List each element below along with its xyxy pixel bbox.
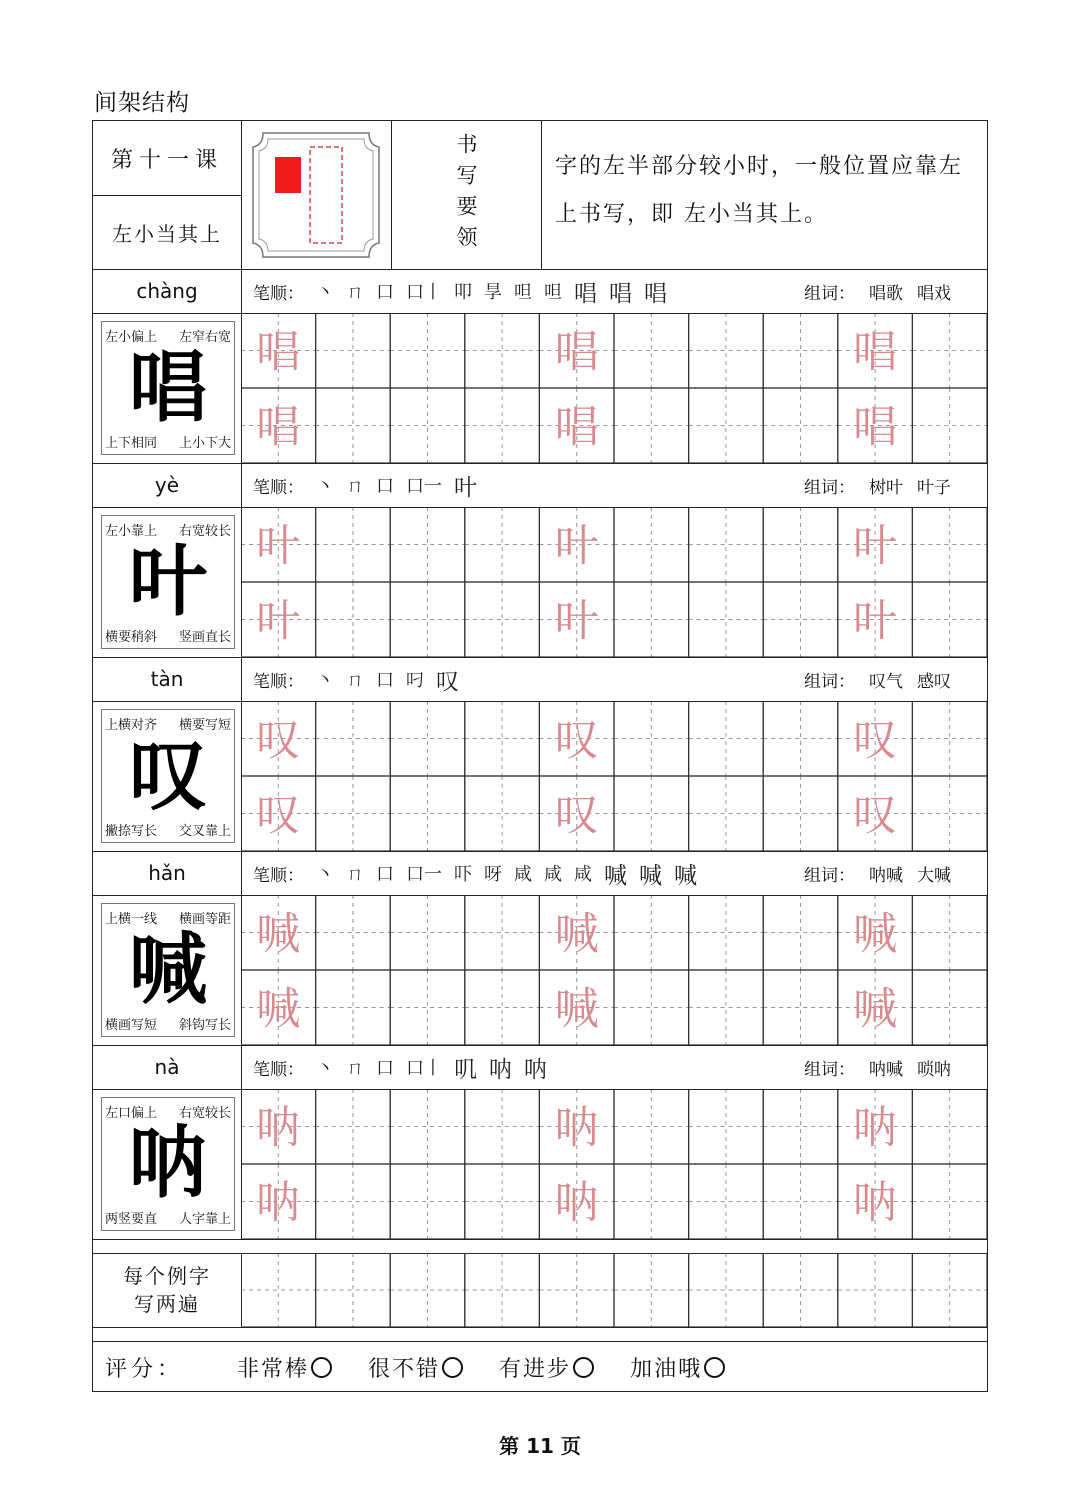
score-option-label: 加油哦: [630, 1356, 703, 1382]
structure-tip: 斜钩写长: [178, 1018, 231, 1033]
word-example: 唱戏: [917, 283, 951, 304]
stroke-step: 咸: [514, 864, 532, 885]
words-label: 组词：: [804, 283, 855, 304]
stroke-step: 叼: [406, 670, 424, 691]
structure-tip: 上横一线: [105, 912, 158, 927]
stroke-step: 丶: [316, 670, 334, 691]
char-pinyin: chàng: [136, 279, 198, 303]
stroke-step: 叽: [454, 1056, 477, 1083]
stroke-step: 丶: [316, 1058, 334, 1079]
practice-grid[interactable]: [241, 701, 987, 851]
stroke-step: 呐: [524, 1056, 547, 1083]
word-examples: [804, 851, 951, 895]
circle-checkbox-icon[interactable]: [311, 1357, 332, 1378]
practice-grid[interactable]: [241, 895, 987, 1045]
stroke-step: ㄇ: [346, 476, 364, 497]
word-examples: [804, 463, 951, 507]
model-character: 叹: [128, 730, 207, 821]
practice-label-line1: 每个例字: [123, 1264, 211, 1288]
practice-label-line2: 写两遍: [134, 1292, 200, 1316]
words-label: 组词：: [804, 477, 855, 498]
stroke-step: ㄇ: [346, 670, 364, 691]
stroke-order-label: 笔顺：: [253, 671, 304, 692]
structure-tip: 横画等距: [178, 912, 231, 927]
score-option[interactable]: [368, 1352, 463, 1383]
structure-tip: 左小靠上: [105, 524, 158, 539]
stroke-order: [253, 269, 667, 313]
trace-character: 喊: [554, 908, 599, 960]
stroke-step: 口丨: [406, 282, 442, 303]
practice-grid[interactable]: [241, 1089, 987, 1239]
model-character-card: [101, 903, 235, 1037]
stroke-step: 唱: [609, 280, 632, 307]
stroke-step: 口: [376, 864, 394, 885]
word-example: 叶子: [917, 477, 951, 498]
requirement-title: [391, 121, 541, 269]
score-option-label: 很不错: [368, 1356, 441, 1382]
score-option[interactable]: [237, 1352, 332, 1383]
lesson-topic: 左小当其上: [112, 221, 222, 246]
trace-character: 叶: [256, 595, 301, 647]
model-character: 喊: [128, 924, 207, 1015]
stroke-order-label: 笔顺：: [253, 283, 304, 304]
stroke-step: 喊: [639, 862, 662, 889]
page-heading: 间架结构: [94, 90, 190, 116]
structure-tip: 上小下大: [178, 436, 231, 451]
circle-checkbox-icon[interactable]: [573, 1357, 594, 1378]
stroke-step: 呾: [514, 282, 532, 303]
stroke-step: 呀: [484, 864, 502, 885]
word-examples: [804, 1045, 951, 1089]
trace-character: 叹: [554, 789, 599, 841]
word-example: 唱歌: [869, 283, 903, 304]
circle-checkbox-icon[interactable]: [442, 1357, 463, 1378]
trace-character: 唱: [554, 401, 599, 453]
stroke-order: [253, 1045, 547, 1089]
stroke-step: ㄇ: [346, 1058, 364, 1079]
stroke-order: [253, 463, 477, 507]
stroke-step: 丶: [316, 864, 334, 885]
model-character-card: [101, 321, 235, 455]
structure-tip: 竖画直长: [178, 630, 231, 645]
trace-character: 唱: [853, 401, 898, 453]
stroke-step: 㫗: [484, 282, 502, 303]
trace-character: 叶: [554, 520, 599, 572]
structure-diagram: [241, 121, 391, 269]
trace-character: 呐: [554, 1102, 599, 1154]
stroke-step: 口: [376, 282, 394, 303]
word-example: 树叶: [869, 477, 903, 498]
model-character-card: [101, 515, 235, 649]
word-example: 感叹: [917, 671, 951, 692]
structure-tip: 右宽较长: [178, 1106, 231, 1121]
structure-tip: 左窄右宽: [178, 330, 231, 345]
structure-tip: 横画写短: [105, 1018, 158, 1033]
word-examples: [804, 657, 951, 701]
structure-tip: 右宽较长: [178, 524, 231, 539]
trace-character: 唱: [256, 326, 301, 378]
trace-character: 呐: [256, 1102, 301, 1154]
char-pinyin: hǎn: [148, 861, 186, 885]
structure-tip: 两竖要直: [105, 1212, 158, 1227]
structure-tip: 横要稍斜: [105, 630, 158, 645]
stroke-step: 丶: [316, 282, 334, 303]
stroke-step: ㄇ: [346, 282, 364, 303]
model-character: 呐: [128, 1118, 207, 1209]
stroke-step: 口一: [406, 864, 442, 885]
structure-tip: 左小偏上: [105, 330, 158, 345]
score-row: [93, 1341, 987, 1393]
structure-tip: 上下相同: [105, 436, 158, 451]
practice-grid[interactable]: [241, 313, 987, 463]
trace-character: 喊: [256, 908, 301, 960]
char-pinyin: yè: [154, 473, 180, 497]
structure-tip: 左口偏上: [105, 1106, 158, 1121]
score-option[interactable]: [630, 1352, 725, 1383]
stroke-step: 叶: [454, 474, 477, 501]
trace-character: 叹: [853, 714, 898, 766]
model-character: 叶: [128, 536, 207, 627]
words-label: 组词：: [804, 865, 855, 886]
practice-grid[interactable]: [241, 507, 987, 657]
trace-character: 喊: [853, 983, 898, 1035]
trace-character: 呐: [853, 1102, 898, 1154]
structure-tip: 人字靠上: [178, 1212, 231, 1227]
model-character-card: [101, 1097, 235, 1231]
structure-tip: 上横对齐: [105, 718, 158, 733]
page-number: 第 11 页: [499, 1434, 581, 1458]
stroke-step: 唱: [644, 280, 667, 307]
trace-character: 叹: [256, 714, 301, 766]
stroke-step: 喊: [674, 862, 697, 889]
trace-character: 叶: [853, 595, 898, 647]
trace-character: 唱: [853, 326, 898, 378]
stroke-step: 呾: [544, 282, 562, 303]
trace-character: 叹: [554, 714, 599, 766]
stroke-step: 口: [376, 670, 394, 691]
stroke-step: 呐: [489, 1056, 512, 1083]
score-option-label: 有进步: [499, 1356, 572, 1382]
stroke-order: [253, 657, 459, 701]
char-pinyin: tàn: [150, 667, 184, 691]
stroke-step: 叹: [436, 668, 459, 695]
word-example: 叹气: [869, 671, 903, 692]
model-character-card: [101, 709, 235, 843]
word-examples: [804, 269, 951, 313]
stroke-step: 咸: [544, 864, 562, 885]
score-option[interactable]: [499, 1352, 594, 1383]
stroke-step: 喊: [604, 862, 627, 889]
free-practice-grid[interactable]: [241, 1253, 987, 1327]
stroke-step: 口: [376, 476, 394, 497]
word-example: 呐喊: [869, 865, 903, 886]
trace-character: 叶: [256, 520, 301, 572]
words-label: 组词：: [804, 671, 855, 692]
trace-character: 叹: [256, 789, 301, 841]
circle-checkbox-icon[interactable]: [704, 1357, 725, 1378]
stroke-order-label: 笔顺：: [253, 865, 304, 886]
stroke-order-label: 笔顺：: [253, 1059, 304, 1080]
model-character: 唱: [128, 342, 207, 433]
stroke-order: [253, 851, 697, 895]
trace-character: 唱: [256, 401, 301, 453]
stroke-step: 丶: [316, 476, 334, 497]
stroke-order-label: 笔顺：: [253, 477, 304, 498]
score-title: 评分：: [105, 1356, 184, 1382]
char-pinyin: nà: [154, 1055, 180, 1079]
score-option-label: 非常棒: [237, 1356, 310, 1382]
structure-tip: 撇捺写长: [105, 824, 158, 839]
stroke-step: 咸: [574, 864, 592, 885]
trace-character: 唱: [554, 326, 599, 378]
words-label: 组词：: [804, 1059, 855, 1080]
stroke-step: 口: [376, 1058, 394, 1079]
stroke-step: 吓: [454, 864, 472, 885]
stroke-step: ㄇ: [346, 864, 364, 885]
stroke-step: 叩: [454, 282, 472, 303]
structure-frame-icon: [241, 121, 391, 269]
structure-tip: 交叉靠上: [178, 824, 231, 839]
trace-character: 叶: [554, 595, 599, 647]
stroke-step: 唱: [574, 280, 597, 307]
worksheet: [92, 120, 988, 1392]
word-example: 大喊: [917, 865, 951, 886]
lesson-number: 第十一课: [110, 147, 223, 173]
word-example: 呐喊: [869, 1059, 903, 1080]
trace-character: 呐: [853, 1177, 898, 1229]
trace-character: 叶: [853, 520, 898, 572]
trace-character: 呐: [554, 1177, 599, 1229]
trace-character: 喊: [554, 983, 599, 1035]
requirement-title-text: 书写要领: [454, 133, 478, 257]
stroke-step: 口一: [406, 476, 442, 497]
structure-tip: 横要写短: [178, 718, 231, 733]
word-example: 唢呐: [917, 1059, 951, 1080]
practice-label: [93, 1253, 241, 1327]
requirement-text: 字的左半部分较小时，一般位置应靠左上书写，即 左小当其上。: [555, 154, 964, 227]
trace-character: 喊: [853, 908, 898, 960]
trace-character: 喊: [256, 983, 301, 1035]
stroke-step: 口丨: [406, 1058, 442, 1079]
trace-character: 呐: [256, 1177, 301, 1229]
trace-character: 叹: [853, 789, 898, 841]
